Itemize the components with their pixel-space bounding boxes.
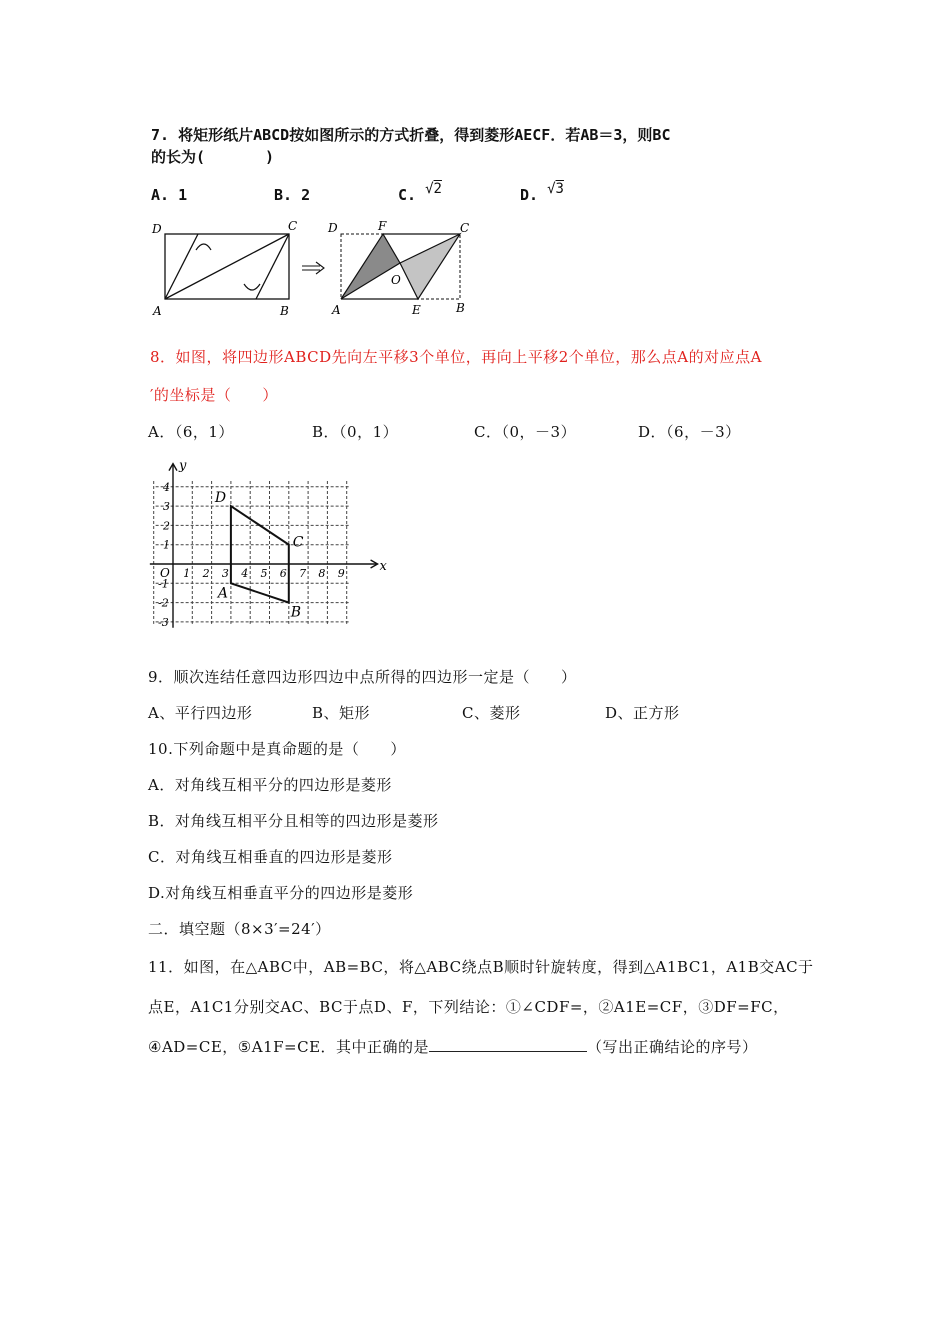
vertex-label-c: C [292,534,304,551]
q10-question: 10.下列命题中是真命题的是（ ） [148,740,406,758]
q7-option-c [398,181,442,204]
label-e: E [412,303,421,317]
x-tick-label: 6 [279,567,287,580]
fold-line-af [165,234,198,299]
q7-sqrt-c: 2 [433,181,442,197]
q9-option-c: C、菱形 [462,704,521,722]
q9-question: 9．顺次连结任意四边形四边中点所得的四边形一定是（ ） [148,668,577,686]
x-tick-label: 4 [241,567,249,580]
q7-option-c-label: C. [398,186,417,204]
y-tick-label: 2 [163,519,170,533]
shaded-triangle-ceo [400,234,460,299]
x-tick-label: 1 [183,567,191,580]
transform-arrow-icon [302,262,324,274]
q9-option-d: D、正方形 [605,704,680,722]
q10-option-d: D.对角线互相垂直平分的四边形是菱形 [148,884,414,902]
q8-option-b: B．（0，1） [312,423,399,441]
q10-option-a: A．对角线互相平分的四边形是菱形 [148,776,392,794]
label-d2: D [328,221,338,235]
q11-line3-text: ④AD=CE，⑤A1F=CE．其中正确的是 [148,1038,430,1056]
q8-option-d: D．（6，－3） [638,423,741,441]
vertex-labels [214,490,307,621]
q7-option-d-label: D. [520,186,539,204]
x-axis-label: x [379,559,387,574]
y-tick-label: 3 [163,500,170,514]
diagonal-ac [165,234,289,299]
answer-blank[interactable] [429,1037,587,1052]
grid-lines [154,481,351,624]
y-tick-label: -2 [158,596,169,610]
q11-line3 [148,1036,758,1057]
x-tick-label: 7 [299,567,307,580]
y-tick-label: 1 [163,538,170,552]
origin-label: O [160,566,170,580]
q8-option-a: A．（6，1） [148,423,234,441]
sqrt-symbol-icon: √3 [547,181,564,197]
label-a: A [153,304,162,318]
y-tick-label: -3 [158,615,169,629]
q9-option-b: B、矩形 [312,704,371,722]
q10-option-c: C．对角线互相垂直的四边形是菱形 [148,848,393,866]
q11-line3-suffix: （写出正确结论的序号） [587,1038,758,1056]
q9-option-a: A、平行四边形 [148,704,253,722]
q8-line2: ′的坐标是（ ） [150,386,278,404]
q7-option-b: B. 2 [274,186,311,204]
label-f: F [378,219,387,233]
y-axis-label: y [179,458,187,474]
q8-coordinate-grid [140,452,387,632]
y-tick-label: -1 [158,577,169,591]
x-tick-label: 9 [337,567,345,580]
label-b: B [280,304,289,318]
x-tick-label: 5 [260,567,268,580]
section-title-fill-in: 二．填空题（8×3′=24′） [148,920,331,938]
quadrilateral-abcd [231,506,289,602]
q11-line2: 点E，A1C1分别交AC、BC于点D、F，下列结论：①∠CDF=，②A1E=CF，③DF=FC， [148,998,789,1016]
q7-line1: 7. 将矩形纸片ABCD按如图所示的方式折叠，得到菱形AECF．若AB＝3，则BC [151,126,671,144]
label-a2: A [332,303,341,317]
q10-option-b: B．对角线互相平分且相等的四边形是菱形 [148,812,439,830]
q7-folding-figure [148,218,478,318]
q8-option-c: C．（0，－3） [474,423,577,441]
q7-line2: 的长为( ) [151,148,275,166]
x-tick-label: 3 [221,567,229,580]
q8-line1: 8．如图，将四边形ABCD先向左平移3个单位，再向上平移2个单位，那么点A的对应点A [150,348,762,366]
q11-line1: 11．如图，在△ABC中，AB=BC，将△ABC绕点B顺时针旋转度，得到△A1BC1，A1B交AC于 [148,958,814,976]
sqrt-symbol-icon: √2 [425,181,442,197]
fold-line-ec [256,234,289,299]
label-o: O [391,273,401,287]
fold-arrow-icon [196,244,211,250]
label-b2: B [456,301,465,315]
vertex-label-d: D [214,490,227,507]
q7-option-a: A. 1 [151,186,188,204]
y-tick-label: 4 [163,480,170,494]
label-d: D [152,222,162,236]
q7-sqrt-d: 3 [555,181,564,197]
q7-option-d [520,181,564,204]
label-c2: C [460,221,470,235]
shaded-triangle-afo [341,234,400,299]
vertex-label-b: B [290,604,302,621]
vertex-label-a: A [217,585,229,602]
x-tick-label: 8 [318,567,326,580]
fold-arrow-icon [244,284,260,290]
label-c: C [288,219,298,233]
x-tick-label: 2 [202,567,210,580]
